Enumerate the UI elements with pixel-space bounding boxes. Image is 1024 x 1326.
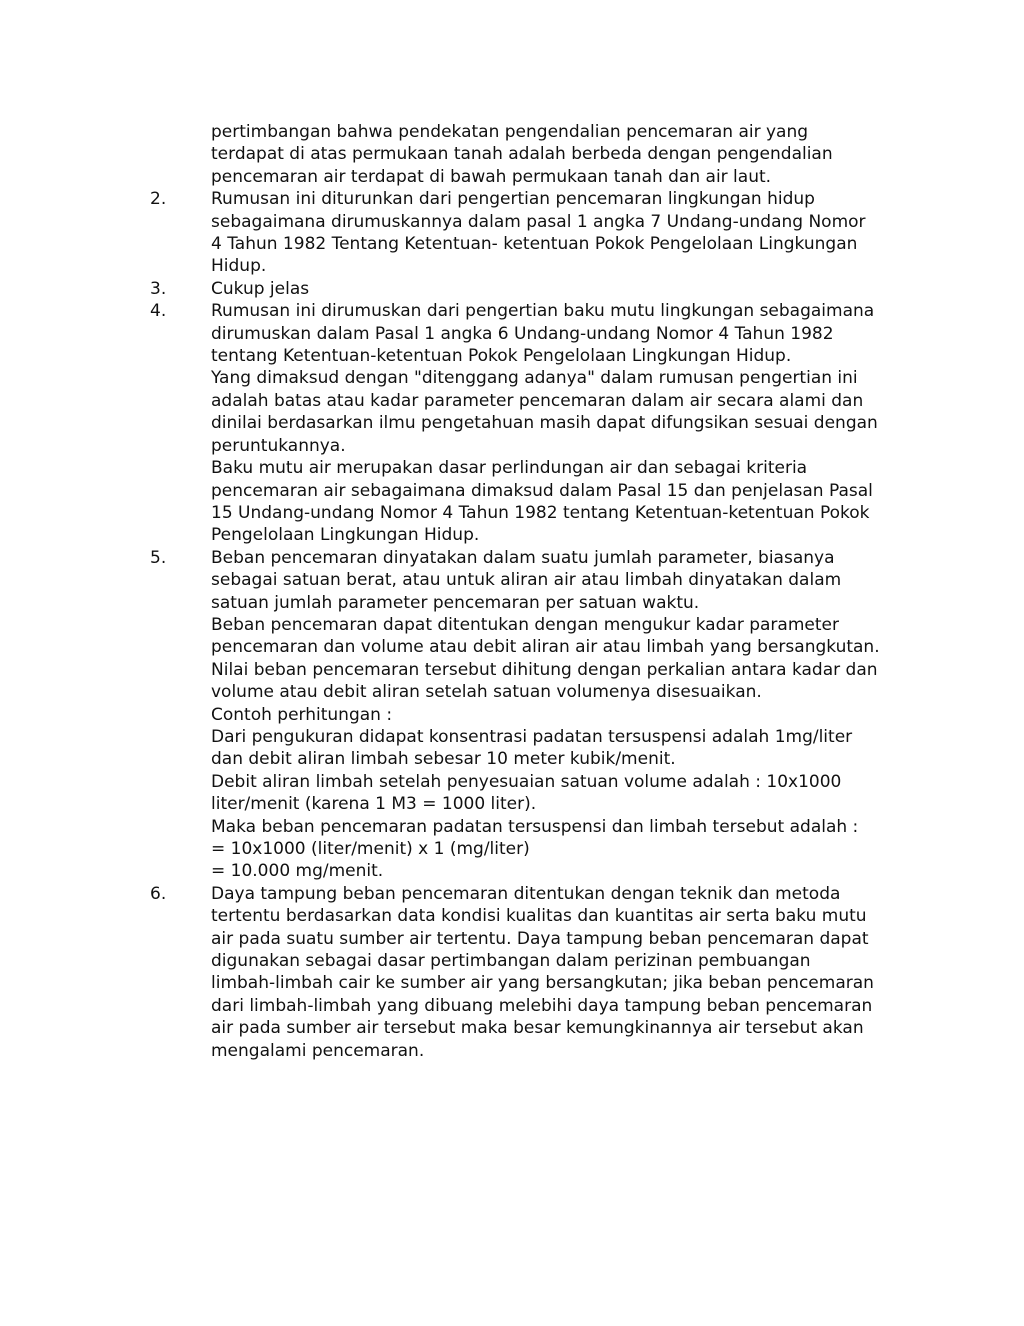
item-paragraph: Baku mutu air merupakan dasar perlindungan air dan sebagai kriteria pencemaran air sebagaimana dimaksud dalam Pasal 15 dan penjelasan Pasal 15 Undang-undang Nomor 4 Tahun 1982 tentang Ketentuan-ketentuan Pokok Pengelolaan Lingkungan Hidup. <box>211 458 873 546</box>
item-paragraph: = 10.000 mg/menit. <box>211 861 384 882</box>
item-paragraph: Debit aliran limbah setelah penyesuaian satuan volume adalah : 10x1000 liter/menit (karena 1 M3 = 1000 liter). <box>211 771 842 815</box>
list-item-5 <box>150 547 880 883</box>
document-body <box>150 121 880 1062</box>
list-item-2 <box>150 188 880 278</box>
item-paragraph: Dari pengukuran didapat konsentrasi padatan tersuspensi adalah 1mg/liter dan debit aliran limbah sebesar 10 meter kubik/menit. <box>211 726 853 770</box>
list-item-3 <box>150 278 880 300</box>
item-paragraph: Cukup jelas <box>211 278 310 299</box>
item-paragraph: Beban pencemaran dinyatakan dalam suatu jumlah parameter, biasanya sebagai satuan berat, atau untuk aliran air atau limbah dinyatakan dalam satuan jumlah parameter pencemaran per satuan waktu. <box>211 547 842 613</box>
item-paragraph: Daya tampung beban pencemaran ditentukan dengan teknik dan metoda tertentu berdasarkan data kondisi kualitas dan kuantitas air serta baku mutu air pada suatu sumber air tertentu. Daya tampung beban pencemaran dapat digunakan sebagai dasar pertimbangan dalam perizinan pembuangan limbah-limbah cair ke sumber air yang bersangkutan; jika beban pencemaran dari limbah-limbah yang dibuang melebihi daya tampung beban pencemaran air pada sumber air tersebut maka besar kemungkinannya air tersebut akan mengalami pencemaran. <box>211 883 874 1061</box>
item-paragraph: Beban pencemaran dapat ditentukan dengan mengukur kadar parameter pencemaran dan volume atau debit aliran air atau limbah yang bersangkutan. Nilai beban pencemaran tersebut dihitung dengan perkalian antara kadar dan volume atau debit aliran setelah satuan volumenya disesuaikan. <box>211 614 880 703</box>
item-paragraph: Contoh perhitungan : <box>211 704 393 725</box>
item-paragraph: Rumusan ini dirumuskan dari pengertian baku mutu lingkungan sebagaimana dirumuskan dalam Pasal 1 angka 6 Undang-undang Nomor 4 Tahun 1982 tentang Ketentuan-ketentuan Pokok Pengelolaan Lingkungan Hidup. <box>211 301 875 367</box>
item-paragraph: Yang dimaksud dengan "ditenggang adanya" dalam rumusan pengertian ini adalah batas atau kadar parameter pencemaran dalam air secara alami dan dinilai berdasarkan ilmu pengetahuan masih dapat difungsikan sesuai dengan peruntukannya. <box>211 368 878 456</box>
item-number: 5. <box>150 547 167 568</box>
list-item-4 <box>150 300 880 546</box>
item-paragraph: = 10x1000 (liter/menit) x 1 (mg/liter) <box>211 839 530 859</box>
list-item-continuation <box>150 121 880 188</box>
item-paragraph: Maka beban pencemaran padatan tersuspensi dan limbah tersebut adalah : <box>211 816 859 837</box>
item-number: 4. <box>150 301 167 322</box>
item-number: 2. <box>150 189 167 210</box>
item-paragraph: Rumusan ini diturunkan dari pengertian pencemaran lingkungan hidup sebagaimana dirumuskannya dalam pasal 1 angka 7 Undang-undang Nomor 4 Tahun 1982 Tentang Ketentuan- ketentuan Pokok Pengelolaan Lingkungan Hidup. <box>211 189 866 277</box>
item-number: 6. <box>150 883 167 904</box>
continuation-paragraph: pertimbangan bahwa pendekatan pengendalian pencemaran air yang terdapat di atas permukaan tanah adalah berbeda dengan pengendalian pencemaran air terdapat di bawah permukaan tanah dan air laut. <box>211 122 833 187</box>
list-item-6 <box>150 883 880 1062</box>
item-number: 3. <box>150 278 167 299</box>
